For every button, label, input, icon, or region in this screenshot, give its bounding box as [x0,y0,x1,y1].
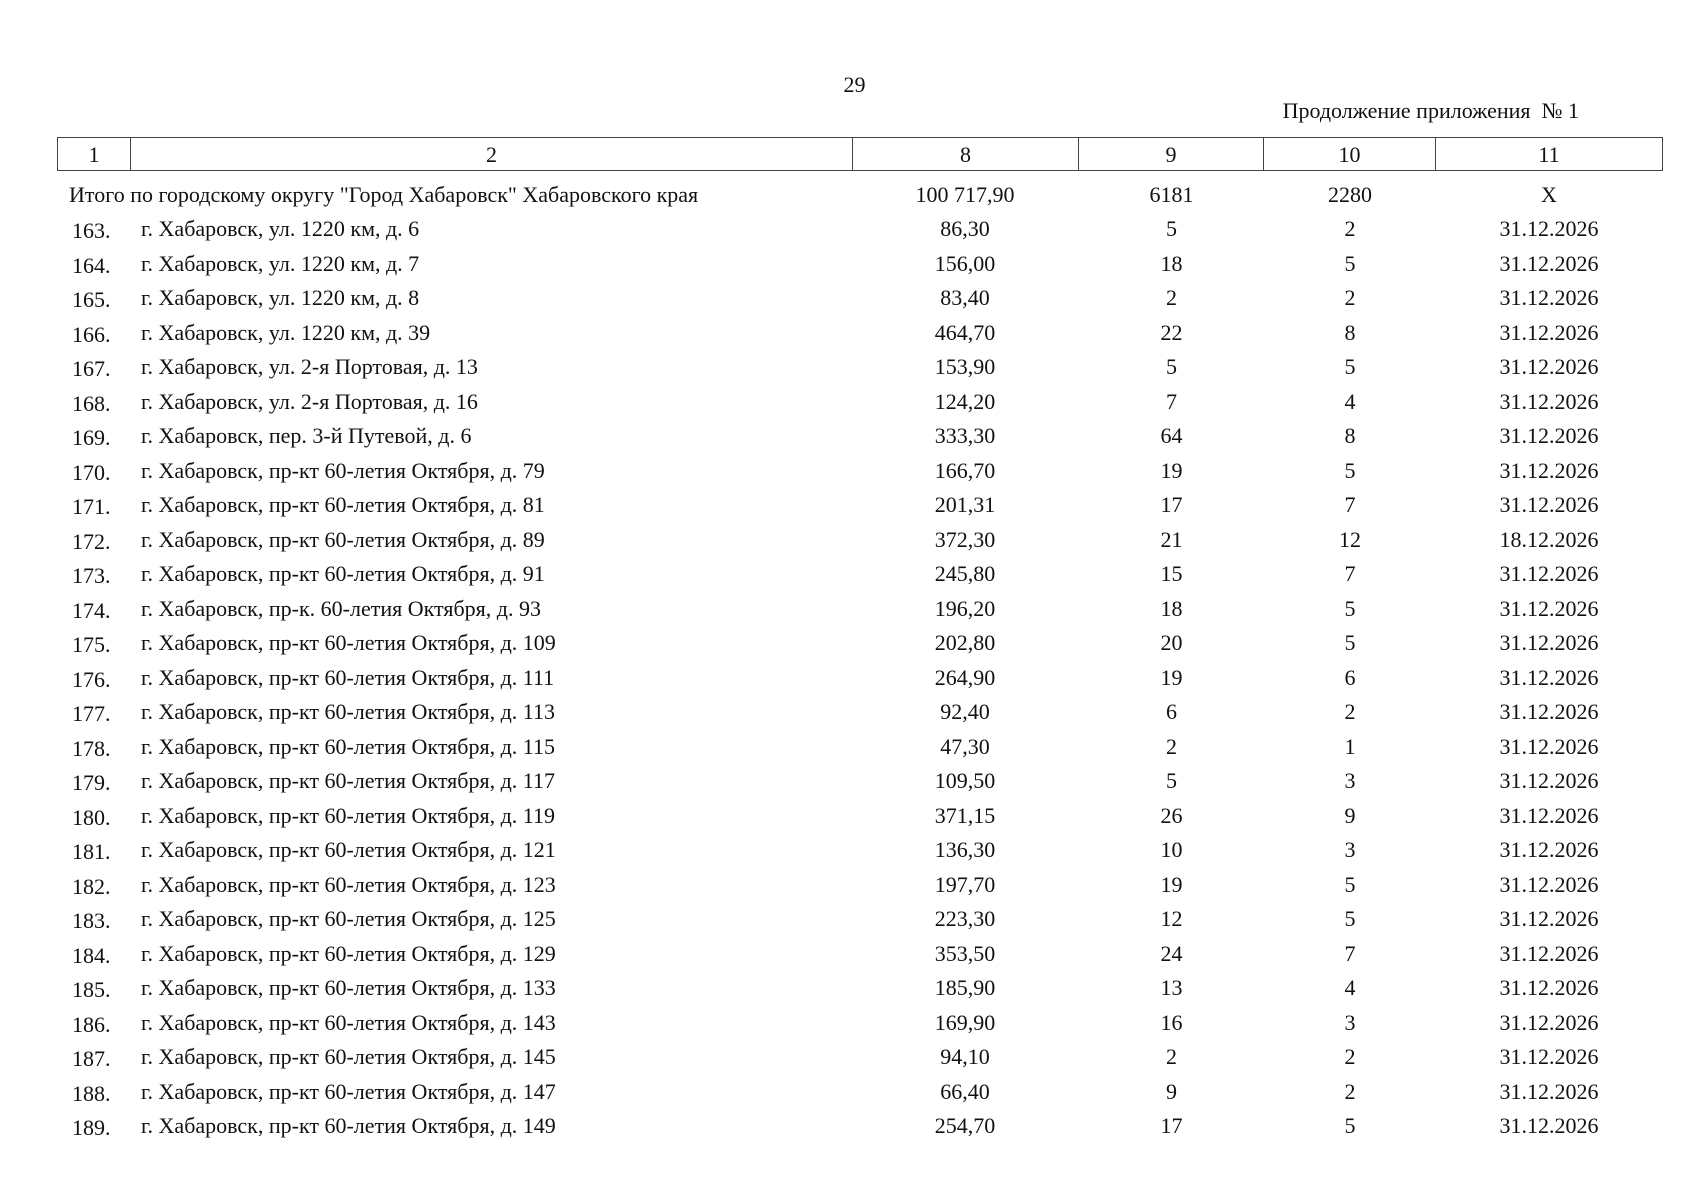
row-area: 371,15 [934,802,996,828]
col-header-2: 2 [131,138,853,171]
row-apartments: 2 [1344,1044,1356,1069]
row-address: г. Хабаровск, пр-кт 60-летия Октября, д. 149 [141,1113,556,1138]
row-number: 175. [72,632,111,657]
row-date: 31.12.2026 [1499,216,1599,241]
row-area: 254,70 [934,1113,996,1138]
row-apartments: 3 [1344,768,1356,793]
table-row [0,626,1697,661]
row-residents: 16 [1160,1009,1183,1035]
table-row [0,488,1697,523]
row-apartments: 4 [1344,388,1356,414]
row-apartments: 5 [1344,457,1356,483]
row-address: г. Хабаровск, пер. 3-й Путевой, д. 6 [141,423,472,448]
row-date: 31.12.2026 [1499,906,1599,931]
row-apartments: 4 [1344,975,1356,1000]
row-number: 178. [72,735,111,761]
row-apartments: 8 [1344,423,1356,448]
table-row [0,730,1697,765]
row-number: 185. [72,977,111,1002]
row-residents: 5 [1166,354,1177,379]
row-number: 180. [72,804,111,830]
row-date: 31.12.2026 [1499,975,1599,1000]
row-area: 109,50 [934,768,996,793]
row-area: 333,30 [934,423,996,448]
table-row [0,592,1697,627]
row-address: г. Хабаровск, пр-кт 60-летия Октября, д. 129 [141,940,556,966]
row-number: 174. [72,597,111,623]
row-date: 31.12.2026 [1499,457,1599,483]
row-apartments: 5 [1344,595,1356,621]
row-number: 179. [72,770,111,795]
row-area: 86,30 [940,216,990,241]
row-address: г. Хабаровск, пр-кт 60-летия Октября, д. 121 [141,837,556,862]
row-residents: 5 [1166,216,1177,241]
row-address: г. Хабаровск, ул. 2-я Портовая, д. 13 [141,354,478,379]
table-row [0,799,1697,834]
col-header-10: 10 [1264,138,1436,171]
row-address: г. Хабаровск, пр-кт 60-летия Октября, д. 115 [141,733,555,759]
row-number: 169. [72,425,111,450]
row-date: 31.12.2026 [1499,492,1599,517]
table-row [0,1109,1697,1144]
row-address: г. Хабаровск, пр-кт 60-летия Октября, д. 81 [141,492,545,517]
table-row [0,937,1697,972]
row-date: 31.12.2026 [1499,871,1599,897]
row-address: г. Хабаровск, пр-кт 60-летия Октября, д. 79 [141,457,545,483]
table-row [0,212,1697,247]
row-number: 188. [72,1080,111,1106]
row-residents: 26 [1160,802,1183,828]
row-number: 166. [72,321,111,347]
row-area: 372,30 [934,526,996,552]
row-date: 31.12.2026 [1499,1044,1599,1069]
row-number: 182. [72,873,111,899]
row-address: г. Хабаровск, пр-кт 60-летия Октября, д. 133 [141,975,556,1000]
table-row [0,833,1697,868]
row-residents: 17 [1160,1113,1183,1138]
row-residents: 24 [1160,940,1183,966]
row-residents: 9 [1166,1078,1177,1104]
row-date: 31.12.2026 [1499,768,1599,793]
row-number: 170. [72,459,111,485]
row-area: 136,30 [934,837,996,862]
table-row [0,661,1697,696]
row-address: г. Хабаровск, ул. 1220 км, д. 39 [141,319,431,345]
row-address: г. Хабаровск, ул. 1220 км, д. 6 [141,216,420,241]
table-row [0,695,1697,730]
row-address: г. Хабаровск, пр-кт 60-летия Октября, д. 119 [141,802,555,828]
row-apartments: 5 [1344,354,1356,379]
row-residents: 18 [1160,595,1183,621]
column-header-row [58,138,1663,171]
row-number: 173. [72,563,111,588]
row-area: 264,90 [934,664,996,690]
row-date: 31.12.2026 [1499,1009,1599,1035]
row-date: 31.12.2026 [1499,561,1599,586]
table-row [0,385,1697,420]
row-residents: 12 [1160,906,1183,931]
total-apartments: 2280 [1328,182,1372,207]
table-row [0,316,1697,351]
table-row [0,419,1697,454]
row-date: 31.12.2026 [1499,837,1599,862]
row-number: 168. [72,390,111,416]
total-area: 100 717,90 [915,182,1015,207]
row-date: 18.12.2026 [1499,526,1599,552]
table-row [0,971,1697,1006]
row-residents: 20 [1160,630,1183,655]
table-row [0,350,1697,385]
total-label: Итого по городскому округу "Город Хабаровск" Хабаровского края [69,182,699,207]
row-residents: 6 [1166,699,1177,724]
row-residents: 18 [1160,250,1183,276]
total-residents: 6181 [1149,182,1194,207]
table-row [0,281,1697,316]
row-area: 245,80 [934,561,996,586]
row-area: 66,40 [940,1078,990,1104]
row-residents: 5 [1166,768,1177,793]
data-rows [0,212,1697,1144]
row-address: г. Хабаровск, пр-кт 60-летия Октября, д. 147 [141,1078,556,1104]
row-apartments: 5 [1344,906,1356,931]
row-date: 31.12.2026 [1499,1078,1599,1104]
row-number: 189. [72,1115,111,1140]
row-date: 31.12.2026 [1499,699,1599,724]
row-address: г. Хабаровск, пр-кт 60-летия Октября, д. 109 [141,630,556,655]
row-date: 31.12.2026 [1499,250,1599,276]
row-apartments: 8 [1344,319,1356,345]
row-area: 464,70 [934,319,996,345]
total-date: X [1541,182,1557,207]
row-address: г. Хабаровск, ул. 1220 км, д. 7 [141,250,420,276]
row-address: г. Хабаровск, пр-кт 60-летия Октября, д. 113 [141,699,555,724]
column-header-table [57,137,1663,171]
row-area: 353,50 [934,940,996,966]
row-area: 197,70 [934,871,996,897]
row-residents: 15 [1160,561,1183,586]
row-number: 164. [72,252,111,278]
row-residents: 2 [1166,733,1177,759]
row-area: 166,70 [934,457,996,483]
row-number: 167. [72,356,111,381]
row-date: 31.12.2026 [1499,802,1599,828]
row-area: 47,30 [940,733,990,759]
table-row [0,1040,1697,1075]
row-number: 184. [72,942,111,968]
row-apartments: 12 [1339,526,1361,552]
row-area: 92,40 [940,699,990,724]
row-residents: 21 [1160,526,1183,552]
page-number: 29 [843,72,866,97]
row-date: 31.12.2026 [1499,733,1599,759]
row-area: 185,90 [934,975,996,1000]
row-area: 153,90 [934,354,996,379]
table-row [0,454,1697,489]
row-apartments: 5 [1344,1113,1356,1138]
row-number: 187. [72,1046,111,1071]
row-number: 171. [72,494,111,519]
col-header-1: 1 [58,138,131,171]
row-area: 223,30 [934,906,996,931]
row-address: г. Хабаровск, пр-кт 60-летия Октября, д. 111 [141,664,555,690]
row-address: г. Хабаровск, пр-кт 60-летия Октября, д. 91 [141,561,545,586]
continuation-caption: Продолжение приложения № 1 [1282,98,1579,123]
row-apartments: 1 [1344,733,1356,759]
row-address: г. Хабаровск, пр-кт 60-летия Октября, д. 143 [141,1009,556,1035]
row-date: 31.12.2026 [1499,285,1599,310]
total-row [0,178,1697,212]
table-row [0,557,1697,592]
table-row [0,523,1697,558]
row-date: 31.12.2026 [1499,630,1599,655]
col-header-8: 8 [853,138,1079,171]
row-residents: 2 [1166,285,1177,310]
col-header-11: 11 [1436,138,1663,171]
row-area: 124,20 [934,388,996,414]
row-number: 176. [72,666,111,692]
col-header-9: 9 [1079,138,1264,171]
row-area: 83,40 [940,285,990,310]
row-number: 186. [72,1011,111,1037]
row-apartments: 2 [1344,1078,1356,1104]
row-address: г. Хабаровск, пр-кт 60-летия Октября, д. 145 [141,1044,556,1069]
row-date: 31.12.2026 [1499,940,1599,966]
row-address: г. Хабаровск, ул. 2-я Портовая, д. 16 [141,388,478,414]
row-residents: 17 [1160,492,1183,517]
row-apartments: 2 [1344,285,1356,310]
row-area: 94,10 [940,1044,990,1069]
row-date: 31.12.2026 [1499,664,1599,690]
row-apartments: 3 [1344,837,1356,862]
row-date: 31.12.2026 [1499,1113,1599,1138]
row-residents: 19 [1160,871,1183,897]
row-residents: 13 [1160,975,1183,1000]
row-date: 31.12.2026 [1499,319,1599,345]
row-date: 31.12.2026 [1499,354,1599,379]
row-area: 196,20 [934,595,996,621]
row-apartments: 2 [1344,699,1356,724]
row-apartments: 5 [1344,630,1356,655]
row-apartments: 7 [1344,561,1356,586]
row-residents: 64 [1160,423,1183,448]
row-number: 165. [72,287,111,312]
row-apartments: 7 [1344,492,1356,517]
row-area: 201,31 [934,492,996,517]
table-row [0,247,1697,282]
row-apartments: 7 [1344,940,1356,966]
table-row [0,868,1697,903]
row-area: 202,80 [934,630,996,655]
row-residents: 2 [1166,1044,1177,1069]
row-address: г. Хабаровск, ул. 1220 км, д. 8 [141,285,420,310]
row-address: г. Хабаровск, пр-кт 60-летия Октября, д. 123 [141,871,556,897]
row-apartments: 5 [1344,871,1356,897]
row-residents: 22 [1160,319,1183,345]
row-number: 183. [72,908,111,933]
table-row [0,902,1697,937]
row-residents: 19 [1160,664,1183,690]
row-date: 31.12.2026 [1499,423,1599,448]
row-area: 169,90 [934,1009,996,1035]
row-residents: 19 [1160,457,1183,483]
row-apartments: 3 [1344,1009,1356,1035]
row-address: г. Хабаровск, пр-кт 60-летия Октября, д. 89 [141,526,545,552]
table-row [0,1075,1697,1110]
row-number: 181. [72,839,111,864]
row-number: 177. [72,701,111,726]
row-apartments: 2 [1344,216,1356,241]
row-date: 31.12.2026 [1499,388,1599,414]
row-apartments: 5 [1344,250,1356,276]
table-row [0,764,1697,799]
row-number: 163. [72,218,111,243]
row-apartments: 9 [1344,802,1356,828]
row-area: 156,00 [934,250,996,276]
row-address: г. Хабаровск, пр-кт 60-летия Октября, д. 125 [141,906,556,931]
row-address: г. Хабаровск, пр-кт 60-летия Октября, д. 117 [141,768,555,793]
row-number: 172. [72,528,111,554]
row-date: 31.12.2026 [1499,595,1599,621]
row-residents: 10 [1160,837,1183,862]
table-row [0,1006,1697,1041]
row-apartments: 6 [1344,664,1356,690]
row-residents: 7 [1166,388,1177,414]
row-address: г. Хабаровск, пр-к. 60-летия Октября, д. 93 [141,595,541,621]
